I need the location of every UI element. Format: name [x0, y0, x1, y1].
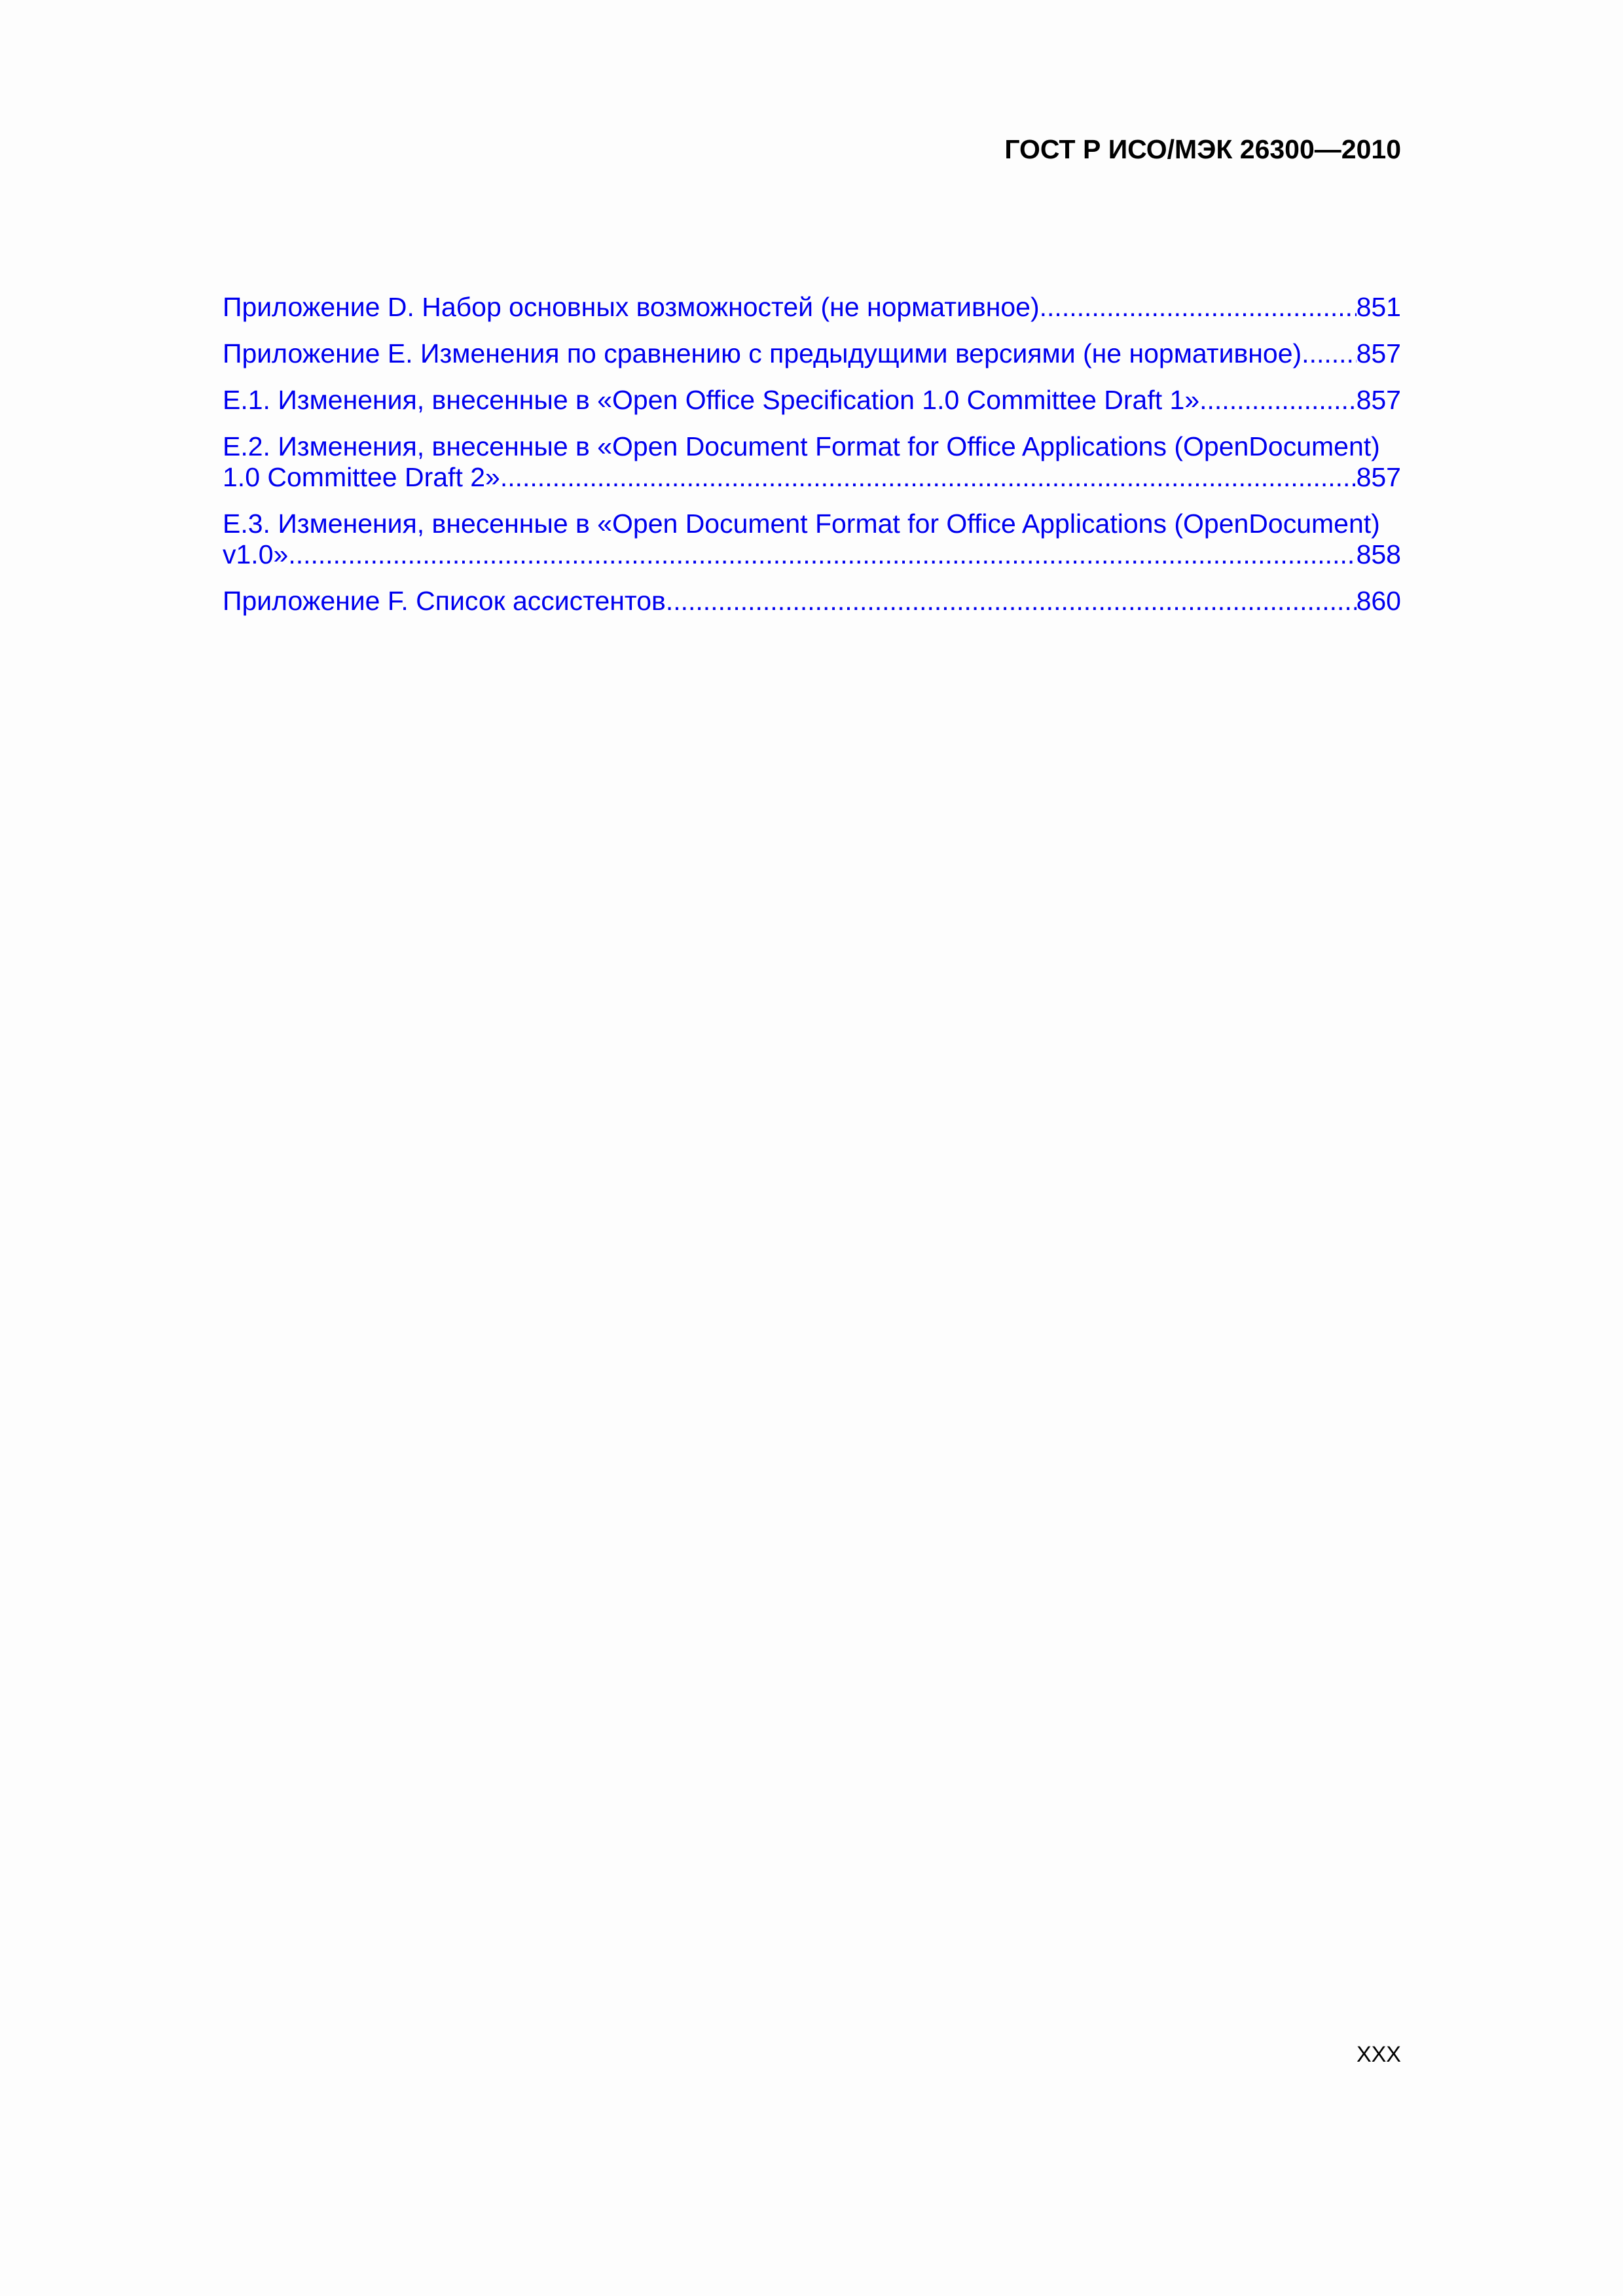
toc-entry-title: E.3. Изменения, внесенные в «Open Document Format for Office Applications (OpenDocument): [223, 509, 1380, 539]
toc-entry-title-continued: v1.0»: [223, 539, 289, 569]
toc-dot-leader: [1199, 385, 1356, 416]
document-header: ГОСТ Р ИСО/МЭК 26300—2010: [1004, 134, 1401, 164]
toc-dot-leader: [1040, 292, 1357, 323]
toc-page-number: 857: [1356, 338, 1401, 368]
table-of-contents: [223, 292, 1401, 632]
toc-entry-title: Приложение E. Изменения по сравнению с предыдущими версиями (не нормативное): [223, 338, 1302, 368]
toc-entry-title: E.1. Изменения, внесенные в «Open Office Specification 1.0 Committee Draft 1»: [223, 385, 1200, 415]
toc-entry-e2[interactable]: [223, 431, 1401, 493]
toc-entry-e3[interactable]: [223, 509, 1401, 570]
toc-dot-leader: [500, 462, 1357, 493]
toc-entry-e1[interactable]: [223, 385, 1401, 416]
toc-page-number: 860: [1356, 586, 1401, 616]
toc-entry-title-continued: 1.0 Committee Draft 2»: [223, 462, 500, 492]
toc-entry-annex-d[interactable]: [223, 292, 1401, 323]
toc-page-number: 858: [1356, 539, 1401, 569]
toc-page-number: 857: [1356, 385, 1401, 415]
toc-page-number: 857: [1356, 462, 1401, 492]
toc-dot-leader: [666, 586, 1357, 617]
toc-entry-annex-f[interactable]: [223, 586, 1401, 617]
page-number: XXX: [1356, 2042, 1401, 2067]
toc-entry-title: Приложение F. Список ассистентов: [223, 586, 666, 616]
toc-dot-leader: [288, 539, 1356, 570]
toc-entry-title: E.2. Изменения, внесенные в «Open Document Format for Office Applications (OpenDocument): [223, 431, 1380, 461]
toc-entry-title: Приложение D. Набор основных возможностей (не нормативное): [223, 292, 1040, 322]
toc-entry-annex-e[interactable]: [223, 338, 1401, 369]
toc-dot-leader: [1302, 338, 1356, 369]
toc-page-number: 851: [1356, 292, 1401, 322]
